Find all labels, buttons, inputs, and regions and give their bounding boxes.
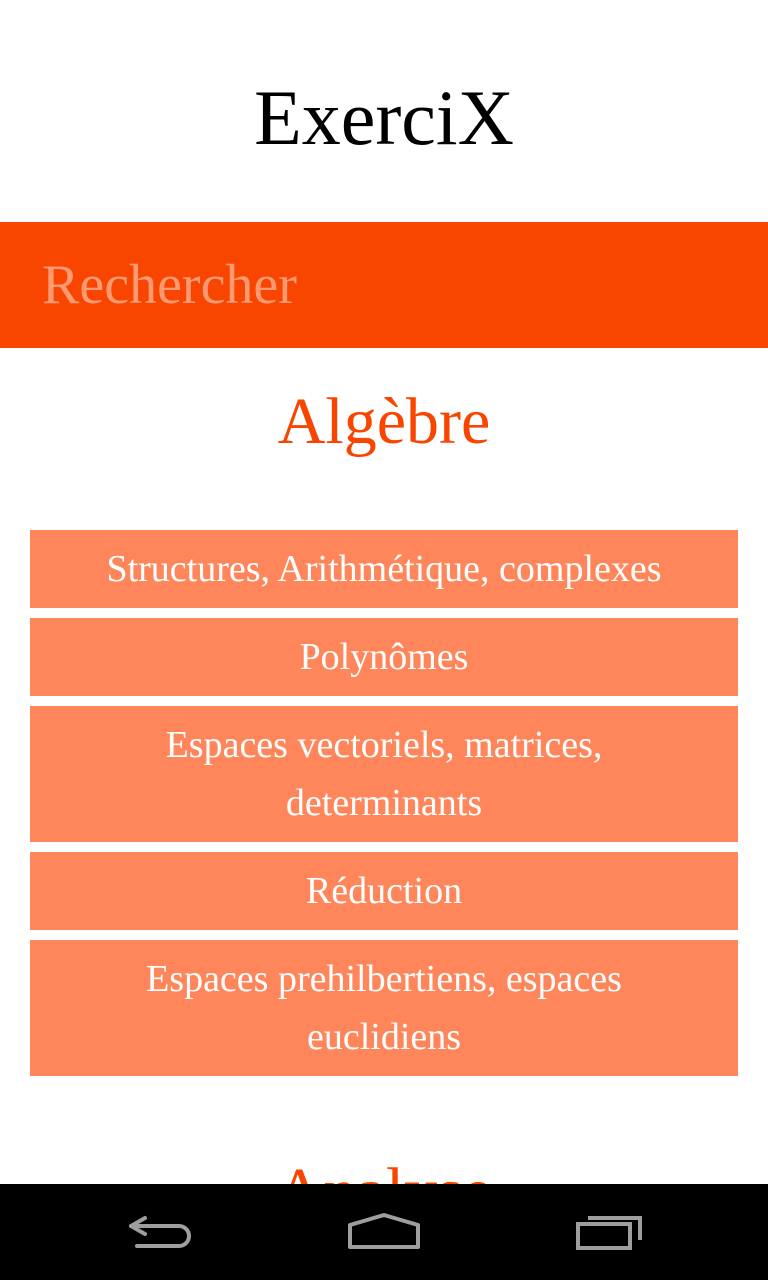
system-navigation-bar [0, 1184, 768, 1280]
search-input[interactable] [42, 250, 722, 320]
recent-apps-icon [574, 1212, 646, 1252]
app-title: ExerciX [254, 74, 514, 161]
search-bar [0, 222, 768, 348]
list-item-structures[interactable]: Structures, Arithmétique, complexes [30, 530, 738, 608]
list-item-polynomes[interactable]: Polynômes [30, 618, 738, 696]
home-icon [346, 1211, 422, 1253]
home-button[interactable] [334, 1202, 434, 1262]
list-item-espaces-vectoriels[interactable]: Espaces vectoriels, matrices, determinants [30, 706, 738, 842]
back-button[interactable] [110, 1202, 210, 1262]
list-item-reduction[interactable]: Réduction [30, 852, 738, 930]
recent-apps-button[interactable] [560, 1202, 660, 1262]
list-item-espaces-prehilbertiens[interactable]: Espaces prehilbertiens, espaces euclidiens [30, 940, 738, 1076]
back-icon [125, 1212, 195, 1252]
section-title-algebre: Algèbre [277, 385, 491, 458]
algebre-list [30, 530, 738, 1086]
